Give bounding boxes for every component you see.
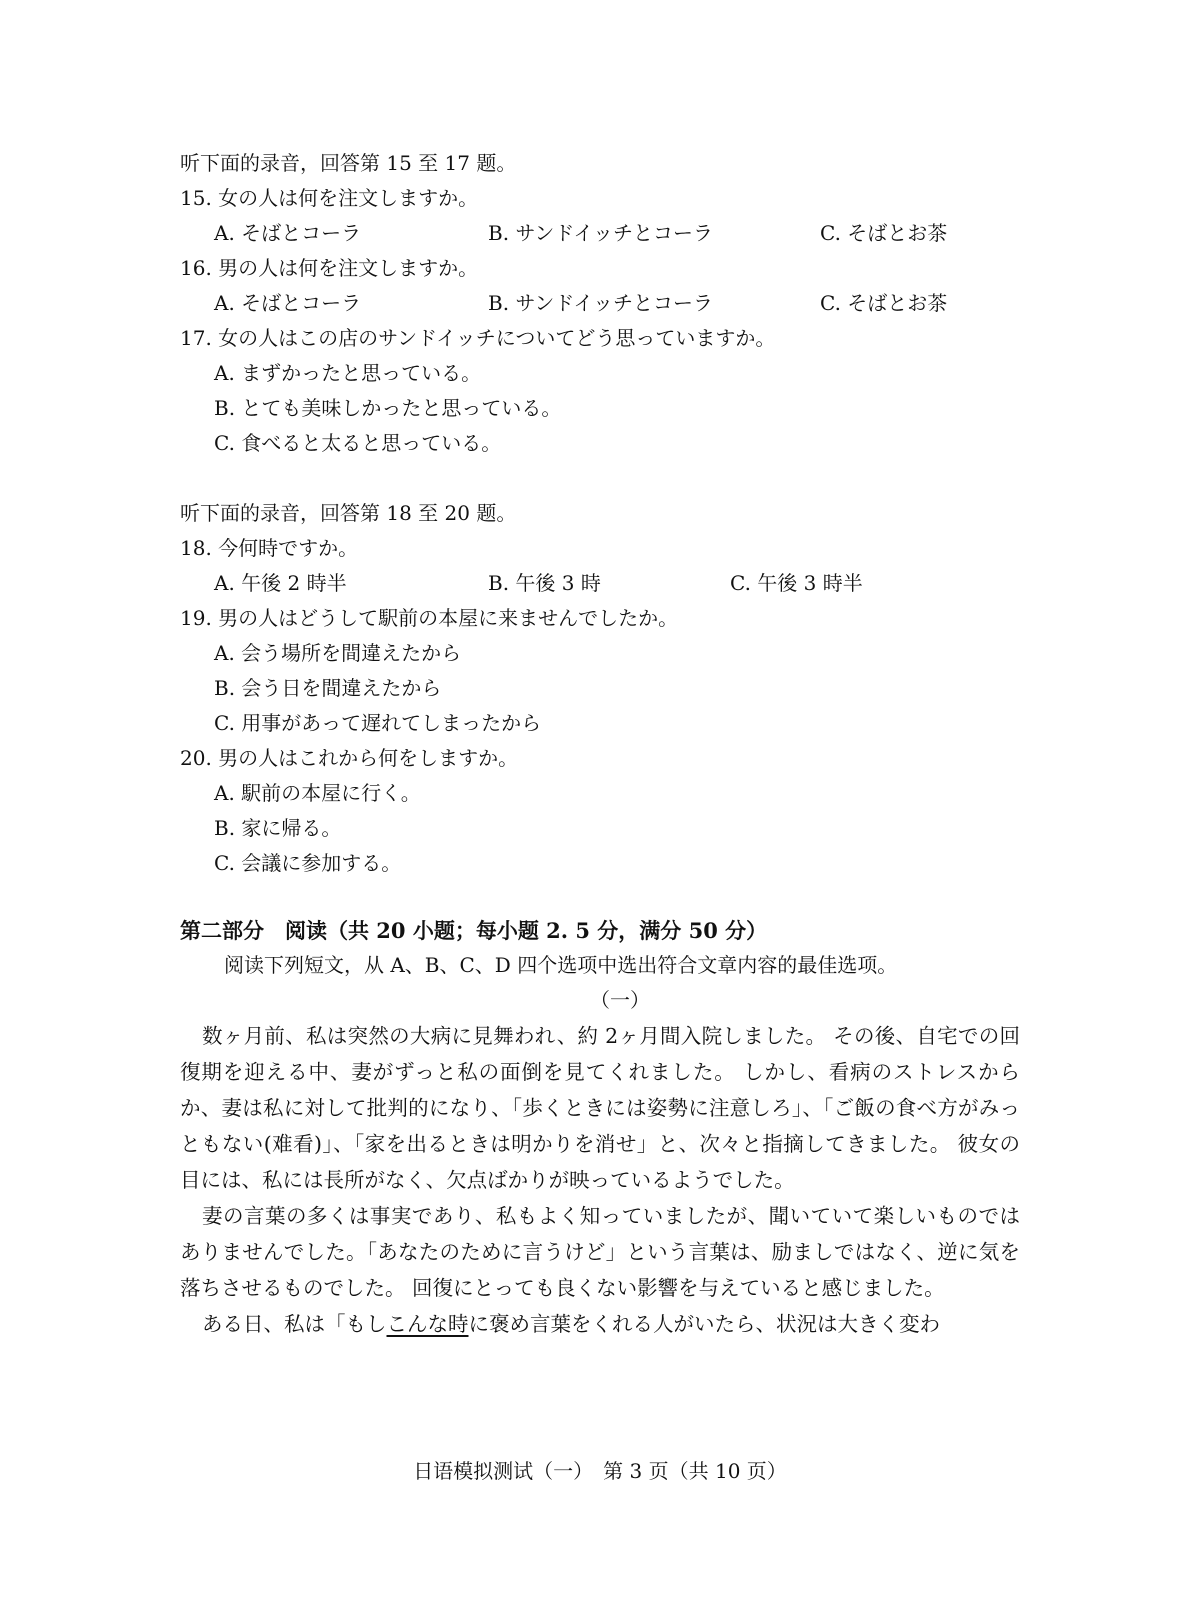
passage-number: （一） <box>590 988 650 1012</box>
question-20: 20. 男の人はこれから何をしますか。 <box>180 746 519 770</box>
question-16: 16. 男の人は何を注文しますか。 <box>180 256 479 280</box>
option-18-a: A. 午後 2 時半 <box>214 571 347 595</box>
option-19-b: B. 会う日を間違えたから <box>214 676 442 700</box>
listening-intro-2: 听下面的录音，回答第 18 至 20 题。 <box>180 501 517 525</box>
question-17: 17. 女の人はこの店のサンドイッチについてどう思っていますか。 <box>180 326 776 350</box>
option-19-c: C. 用事があって遅れてしまったから <box>214 711 542 735</box>
page-footer: 日语模拟测试（一） 第 3 页（共 10 页） <box>413 1459 787 1483</box>
option-20-b: B. 家に帰る。 <box>214 816 342 840</box>
option-20-c: C. 会議に参加する。 <box>214 851 402 875</box>
option-16-a: A. そばとコーラ <box>214 291 362 315</box>
question-15: 15. 女の人は何を注文しますか。 <box>180 186 479 210</box>
passage-paragraph-3 <box>180 1306 1020 1342</box>
passage-paragraph-1: 数ヶ月前、私は突然の大病に見舞われ、約 2ヶ月間入院しました。 その後、自宅での回復期を迎える中、妻がずっと私の面倒を見てくれました。 しかし、看病のストレスからか、妻は私に対して批判的になり、「歩くときには姿勢に注意しろ」、「ご飯の食べ方がみっともない(难看)」、「家を出るときは明かりを消せ」と、次々と指摘してきました。 彼女の目には、私には長所がなく、欠点ばかりが映っているようでした。 <box>180 1024 1020 1192</box>
option-15-a: A. そばとコーラ <box>214 221 362 245</box>
listening-intro-1: 听下面的录音，回答第 15 至 17 题。 <box>180 151 517 175</box>
option-16-b: B. サンドイッチとコーラ <box>488 291 714 315</box>
question-19: 19. 男の人はどうして駅前の本屋に来ませんでしたか。 <box>180 606 679 630</box>
option-18-b: B. 午後 3 時 <box>488 571 601 595</box>
option-20-a: A. 駅前の本屋に行く。 <box>214 781 421 805</box>
options-18 <box>180 566 1020 601</box>
option-15-b: B. サンドイッチとコーラ <box>488 221 714 245</box>
option-17-a: A. まずかったと思っている。 <box>214 361 482 385</box>
option-18-c: C. 午後 3 時半 <box>730 571 863 595</box>
reading-section-title: 第二部分 阅读（共 20 小题；每小题 2. 5 分，满分 50 分） <box>180 918 768 943</box>
page-content <box>180 146 1020 1342</box>
spacer <box>180 461 1020 496</box>
underlined-phrase: こんな時 <box>386 1312 469 1336</box>
options-16 <box>180 286 1020 321</box>
options-15 <box>180 216 1020 251</box>
option-17-c: C. 食べると太ると思っている。 <box>214 431 502 455</box>
paragraph-3-text-after: に褒め言葉をくれる人がいたら、状況は大きく変わ <box>468 1312 940 1336</box>
option-17-b: B. とても美味しかったと思っている。 <box>214 396 562 420</box>
passage-paragraph-2: 妻の言葉の多くは事実であり、私もよく知っていましたが、聞いていて楽しいものではありませんでした。「あなたのために言うけど」という言葉は、励ましではなく、逆に気を落ちさせるものでした。 回復にとっても良くない影響を与えていると感じました。 <box>180 1204 1020 1300</box>
option-19-a: A. 会う場所を間違えたから <box>214 641 462 665</box>
option-16-c: C. そばとお茶 <box>820 291 948 315</box>
paragraph-3-text-before: ある日、私は「もし <box>202 1312 387 1336</box>
reading-instruction: 阅读下列短文，从 A、B、C、D 四个选项中选出符合文章内容的最佳选项。 <box>224 953 898 977</box>
option-15-c: C. そばとお茶 <box>820 221 948 245</box>
question-18: 18. 今何時ですか。 <box>180 536 359 560</box>
